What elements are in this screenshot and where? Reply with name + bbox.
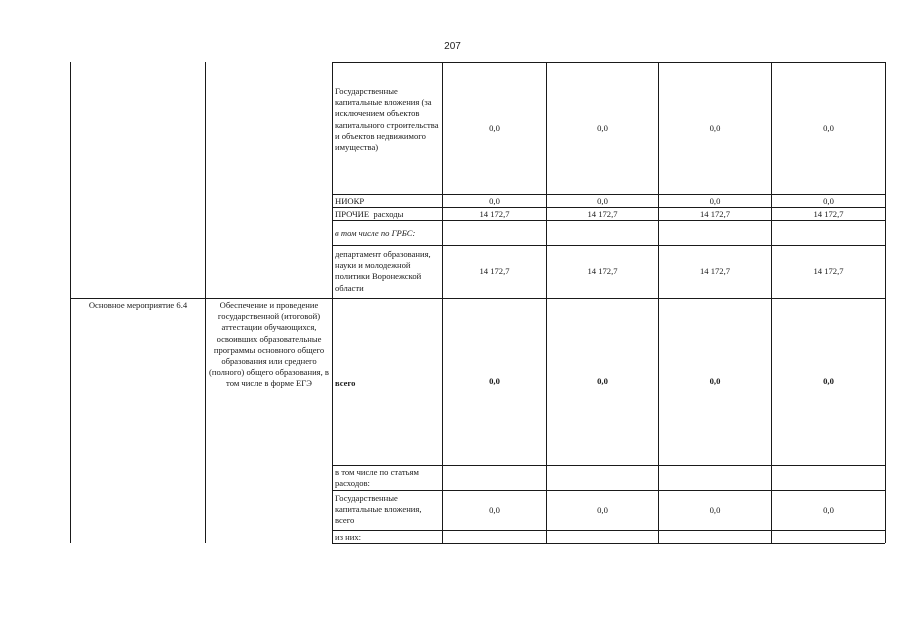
row-label-incl-expense-items: в том числе по статьям расходов: [335,467,419,489]
table-cell: 0,0 [709,376,721,387]
row-label-of-which: из них: [335,532,362,542]
table-cell: 0,0 [597,196,608,206]
table-cell: 0,0 [823,376,834,387]
row-label-other-expenses: ПРОЧИЕ расходы [335,209,404,219]
measure-number: Основное мероприятие 6.4 [88,300,188,310]
table-cell: 14 172,7 [813,266,844,277]
row-label-department: департамент образования, науки и молодежной политики Воронежской области [335,249,431,293]
table-cell: 14 172,7 [479,266,510,277]
row-label-capital-investments-total: Государственные капитальные вложения, всего [335,493,422,526]
page-number: 207 [444,41,461,52]
table-cell: 0,0 [823,196,834,206]
table-cell: 0,0 [597,504,608,515]
row-label-incl-grbs: в том числе по ГРБС: [335,228,416,238]
table-cell: 0,0 [489,504,500,515]
measure-description: Обеспечение и проведение государственной (итоговой) аттестации обучающихся, освоивших образовательные программы основного общего образования или среднего (полного) общего образования, в том числе в форме ЕГЭ [209,300,329,389]
table-cell: 0,0 [823,122,834,133]
table-cell: 0,0 [709,504,721,515]
table-cell: 0,0 [489,122,500,133]
table-vline [885,62,886,543]
table-cell: 14 172,7 [813,209,844,219]
row-label-capital-investments-excl: Государственные капитальные вложения (за исключением объектов капитального строительства и объектов недвижимого имущества) [335,86,439,153]
table-cell: 0,0 [597,376,608,387]
table-cell: 14 172,7 [587,266,618,277]
table-cell: 0,0 [709,122,721,133]
table-cell: 0,0 [709,196,721,206]
table-cell: 14 172,7 [699,209,731,219]
table-cell: 14 172,7 [479,209,510,219]
row-label-total: всего [335,378,356,388]
table-cell: 14 172,7 [587,209,618,219]
table-hline [332,543,885,544]
table-hline [332,220,885,221]
table-cell: 0,0 [597,122,608,133]
table-cell: 0,0 [489,376,500,387]
table-cell: 14 172,7 [699,266,731,277]
table-cell: 0,0 [489,196,500,206]
table-cell: 0,0 [823,504,834,515]
row-label-niokr: НИОКР [335,196,365,206]
